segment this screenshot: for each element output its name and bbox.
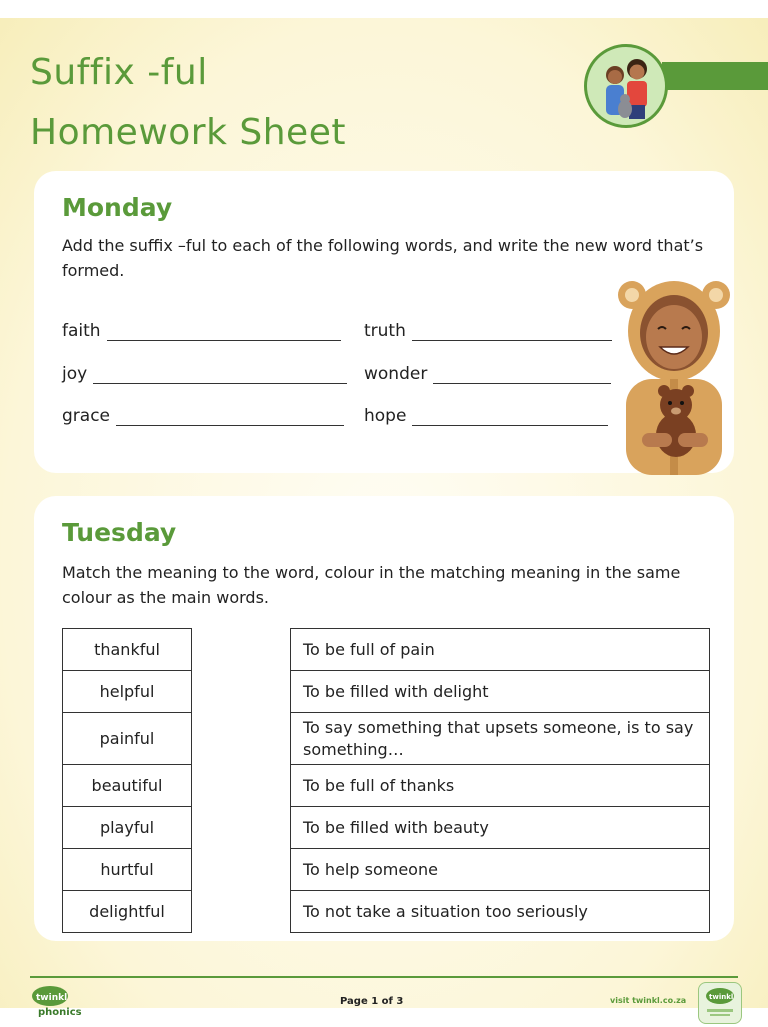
logo-text-phonics: phonics	[38, 1007, 82, 1018]
word-label: grace	[62, 406, 111, 426]
answer-blank[interactable]	[412, 324, 612, 341]
worksheet-page	[0, 18, 768, 1018]
header-accent-bar	[662, 62, 768, 90]
match-word[interactable]: thankful	[63, 629, 192, 671]
tuesday-heading: Tuesday	[62, 518, 177, 547]
match-meaning[interactable]: To be full of pain	[291, 629, 710, 671]
visit-link[interactable]: visit twinkl.co.za	[610, 996, 687, 1005]
twinkl-phonics-logo-icon	[30, 984, 92, 1020]
monday-heading: Monday	[62, 193, 173, 222]
match-meaning[interactable]: To be filled with delight	[291, 671, 710, 713]
match-word[interactable]: delightful	[63, 891, 192, 933]
child-bear-hoodie-illustration-icon	[614, 275, 734, 475]
twinkl-badge-icon	[698, 982, 742, 1024]
word-row-hope	[364, 406, 608, 426]
title-line-2: Homework Sheet	[30, 112, 346, 153]
match-meaning[interactable]: To not take a situation too seriously	[291, 891, 710, 933]
words-table	[62, 628, 192, 933]
footer-divider	[30, 976, 738, 978]
children-illustration-icon	[584, 44, 668, 128]
match-meaning[interactable]: To be full of thanks	[291, 765, 710, 807]
answer-blank[interactable]	[116, 409, 344, 426]
meanings-table	[290, 628, 710, 933]
match-word[interactable]: playful	[63, 807, 192, 849]
word-label: faith	[62, 321, 101, 341]
word-label: joy	[62, 364, 88, 384]
answer-blank[interactable]	[412, 409, 608, 426]
logo-text-twinkl: twinkl	[36, 993, 68, 1003]
word-row-joy	[62, 364, 347, 384]
word-row-wonder	[364, 364, 611, 384]
tuesday-instruction: Match the meaning to the word, colour in the matching meaning in the same colour as the main words.	[62, 563, 681, 607]
word-label: truth	[364, 321, 406, 341]
answer-blank[interactable]	[433, 367, 611, 384]
monday-instruction: Add the suffix –ful to each of the following words, and write the new word that’s formed.	[62, 236, 704, 280]
match-word[interactable]: painful	[63, 713, 192, 765]
match-meaning[interactable]: To help someone	[291, 849, 710, 891]
page-number: Page 1 of 3	[340, 996, 404, 1007]
answer-blank[interactable]	[107, 324, 341, 341]
word-row-faith	[62, 321, 341, 341]
match-meaning[interactable]: To say something that upsets someone, is to say something…	[291, 713, 710, 765]
match-word[interactable]: helpful	[63, 671, 192, 713]
match-word[interactable]: hurtful	[63, 849, 192, 891]
word-row-grace	[62, 406, 344, 426]
title-line-1: Suffix -ful	[30, 52, 208, 93]
word-label: hope	[364, 406, 407, 426]
badge-text: twinkl	[709, 993, 734, 1001]
word-label: wonder	[364, 364, 428, 384]
match-meaning[interactable]: To be filled with beauty	[291, 807, 710, 849]
match-word[interactable]: beautiful	[63, 765, 192, 807]
word-row-truth	[364, 321, 612, 341]
tuesday-section	[34, 496, 734, 941]
monday-section	[34, 171, 734, 473]
answer-blank[interactable]	[93, 367, 347, 384]
